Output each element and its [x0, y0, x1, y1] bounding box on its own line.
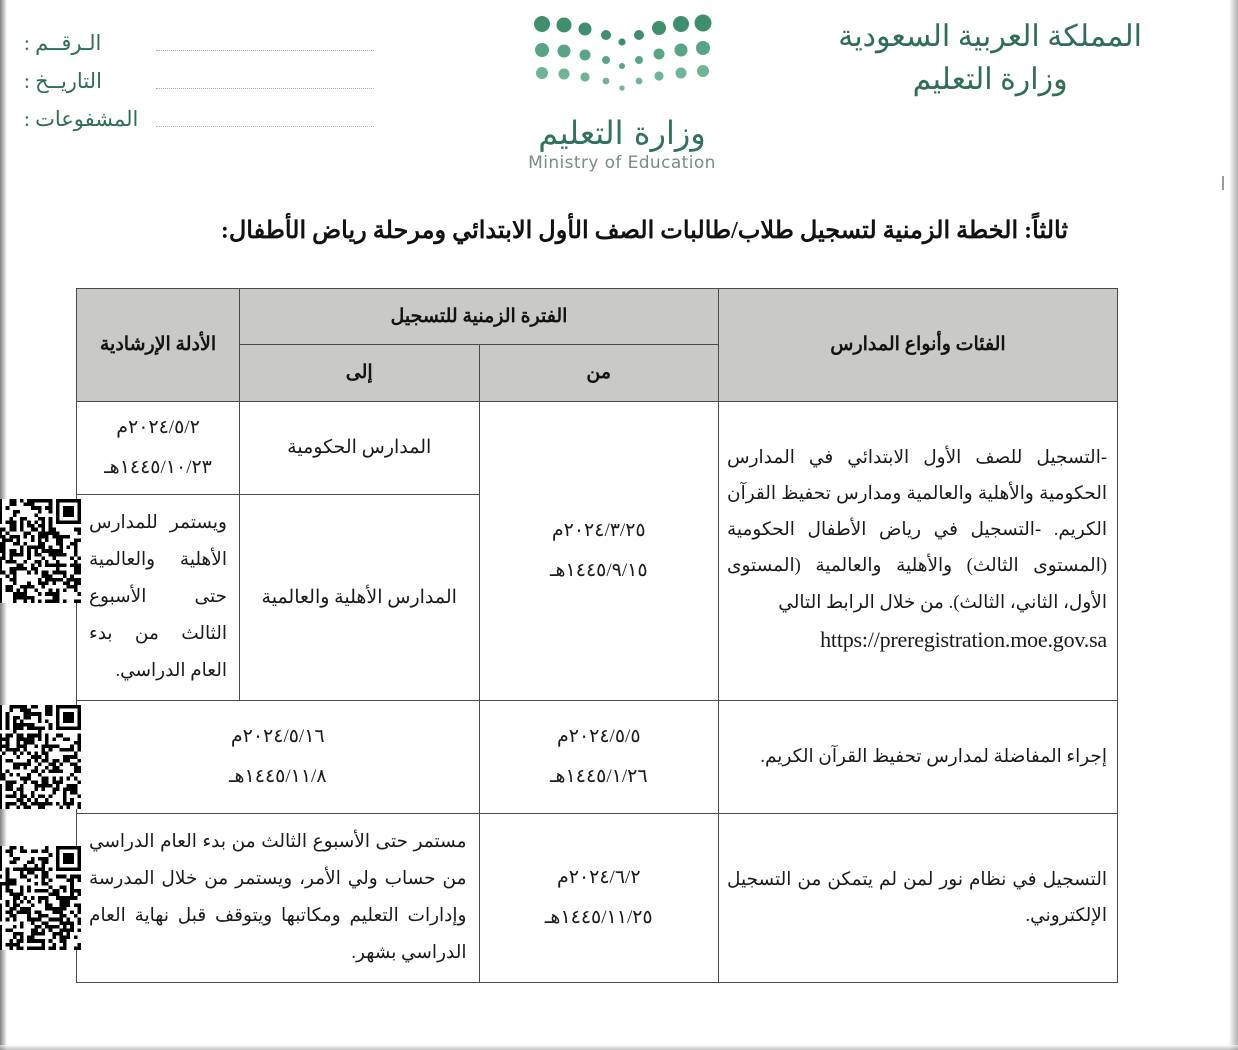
letterhead-field-date-label: التاريــخ : [24, 69, 102, 93]
table-body [77, 402, 1118, 983]
table-row [77, 402, 1118, 495]
cell-categories-row3: التسجيل في نظام نور لمن لم يتمكن من التسجيل الإلكتروني. [719, 813, 1118, 982]
letterhead-field-number [24, 20, 380, 58]
table-header-row-1 [77, 289, 1118, 345]
cell-to-row2 [77, 700, 480, 813]
cell-from-row3-hijri: ١٤٤٥/١١/٢٥هـ [544, 906, 653, 928]
qr-code-icon-row3[interactable] [0, 846, 81, 950]
cell-from-row2 [479, 700, 719, 813]
column-header-period: الفترة الزمنية للتسجيل [240, 289, 719, 345]
cell-to-row1-hijri: ١٤٤٥/١٠/٢٣هـ [104, 456, 212, 478]
table-row [77, 700, 1118, 813]
cell-to-row2-gregorian: ٢٠٢٤/٥/١٦م [230, 725, 325, 747]
column-header-categories: الفئات وأنواع المدارس [719, 289, 1118, 402]
page-edge-right [1229, 0, 1238, 1050]
letterhead-field-attachments [24, 96, 380, 134]
cell-to-row1-private: ويستمر للمدارس الأهلية والعالمية حتى الأسبوع الثالث من بدء العام الدراسي. [77, 494, 240, 700]
logo-arabic-text: وزارة التعليم [538, 114, 706, 152]
letterhead-field-date-line [156, 87, 374, 89]
kingdom-name: المملكة العربية السعودية [838, 20, 1142, 53]
cell-categories-row1-text: -التسجيل للصف الأول الابتدائي في المدارس الحكومية والأهلية والعالمية ومدارس تحفيظ القرآن الكريم. -التسجيل في رياض الأطفال الحكومية (المستوى الثالث) والأهلية والعالمية (المستوى الأول، الثاني، الثالث). من خلال الرابط التالي [727, 448, 1107, 613]
cell-schooltype-government: المدارس الحكومية [240, 402, 480, 495]
registration-timeline-table [76, 288, 1118, 983]
cell-to-row3: مستمر حتى الأسبوع الثالث من بدء العام الدراسي من حساب ولي الأمر، ويستمر من خلال المدرسة وإدارات التعليم ومكاتبها ويتوقف قبل نهاية العام الدراسي بشهر. [77, 813, 480, 982]
letterhead-field-attachments-line [156, 125, 374, 127]
column-header-guides: الأدلة الإرشادية [77, 289, 240, 402]
letterhead-fields [24, 20, 380, 134]
cell-to-row1-gregorian: ٢٠٢٤/٥/٢م [116, 417, 200, 438]
letterhead-field-number-line [156, 49, 374, 51]
kingdom-block [838, 16, 1142, 101]
cell-from-row3 [479, 813, 719, 982]
cell-from-row2-gregorian: ٢٠٢٤/٥/٥م [556, 725, 641, 747]
section-heading: ثالثاً: الخطة الزمنية لتسجيل طلاب/طالبات الصف الأول الابتدائي ومرحلة رياض الأطفال: [220, 218, 1068, 244]
page-edge-bottom [0, 1045, 1238, 1050]
logo-english-text: Ministry of Education [528, 153, 716, 174]
letterhead-field-attachments-label: المشفوعات : [24, 107, 139, 131]
ministry-name: وزارة التعليم [912, 62, 1068, 96]
preregistration-url[interactable]: https://preregistration.moe.gov.sa [820, 626, 1107, 652]
column-header-to: إلى [240, 345, 480, 402]
column-header-from: من [479, 345, 719, 402]
cell-from-row1-hijri: ١٤٤٥/٩/١٥هـ [549, 559, 648, 581]
cell-to-row2-hijri: ١٤٤٥/١١/٨هـ [228, 765, 327, 787]
scan-tick-mark [1222, 176, 1224, 190]
cell-to-row1-government [77, 402, 240, 495]
cell-from-row3-gregorian: ٢٠٢٤/٦/٢م [556, 866, 641, 888]
letterhead-field-date [24, 58, 380, 96]
table-row [77, 813, 1118, 982]
letterhead-field-number-label: الـرقــم : [24, 31, 102, 55]
qr-code-icon-row2[interactable] [0, 705, 81, 809]
cell-from-row1 [479, 402, 719, 701]
cell-categories-row1 [719, 402, 1118, 701]
cell-categories-row2: إجراء المفاضلة لمدارس تحفيظ القرآن الكريم. [719, 700, 1118, 813]
ministry-emblem-icon [522, 10, 722, 110]
table-header [77, 289, 1118, 402]
qr-code-icon-row1[interactable] [0, 499, 81, 603]
cell-schooltype-private: المدارس الأهلية والعالمية [240, 494, 480, 700]
cell-from-row1-gregorian: ٢٠٢٤/٣/٢٥م [551, 520, 646, 541]
cell-from-row2-hijri: ١٤٤٥/١/٢٦هـ [549, 765, 648, 787]
ministry-logo [497, 10, 747, 173]
